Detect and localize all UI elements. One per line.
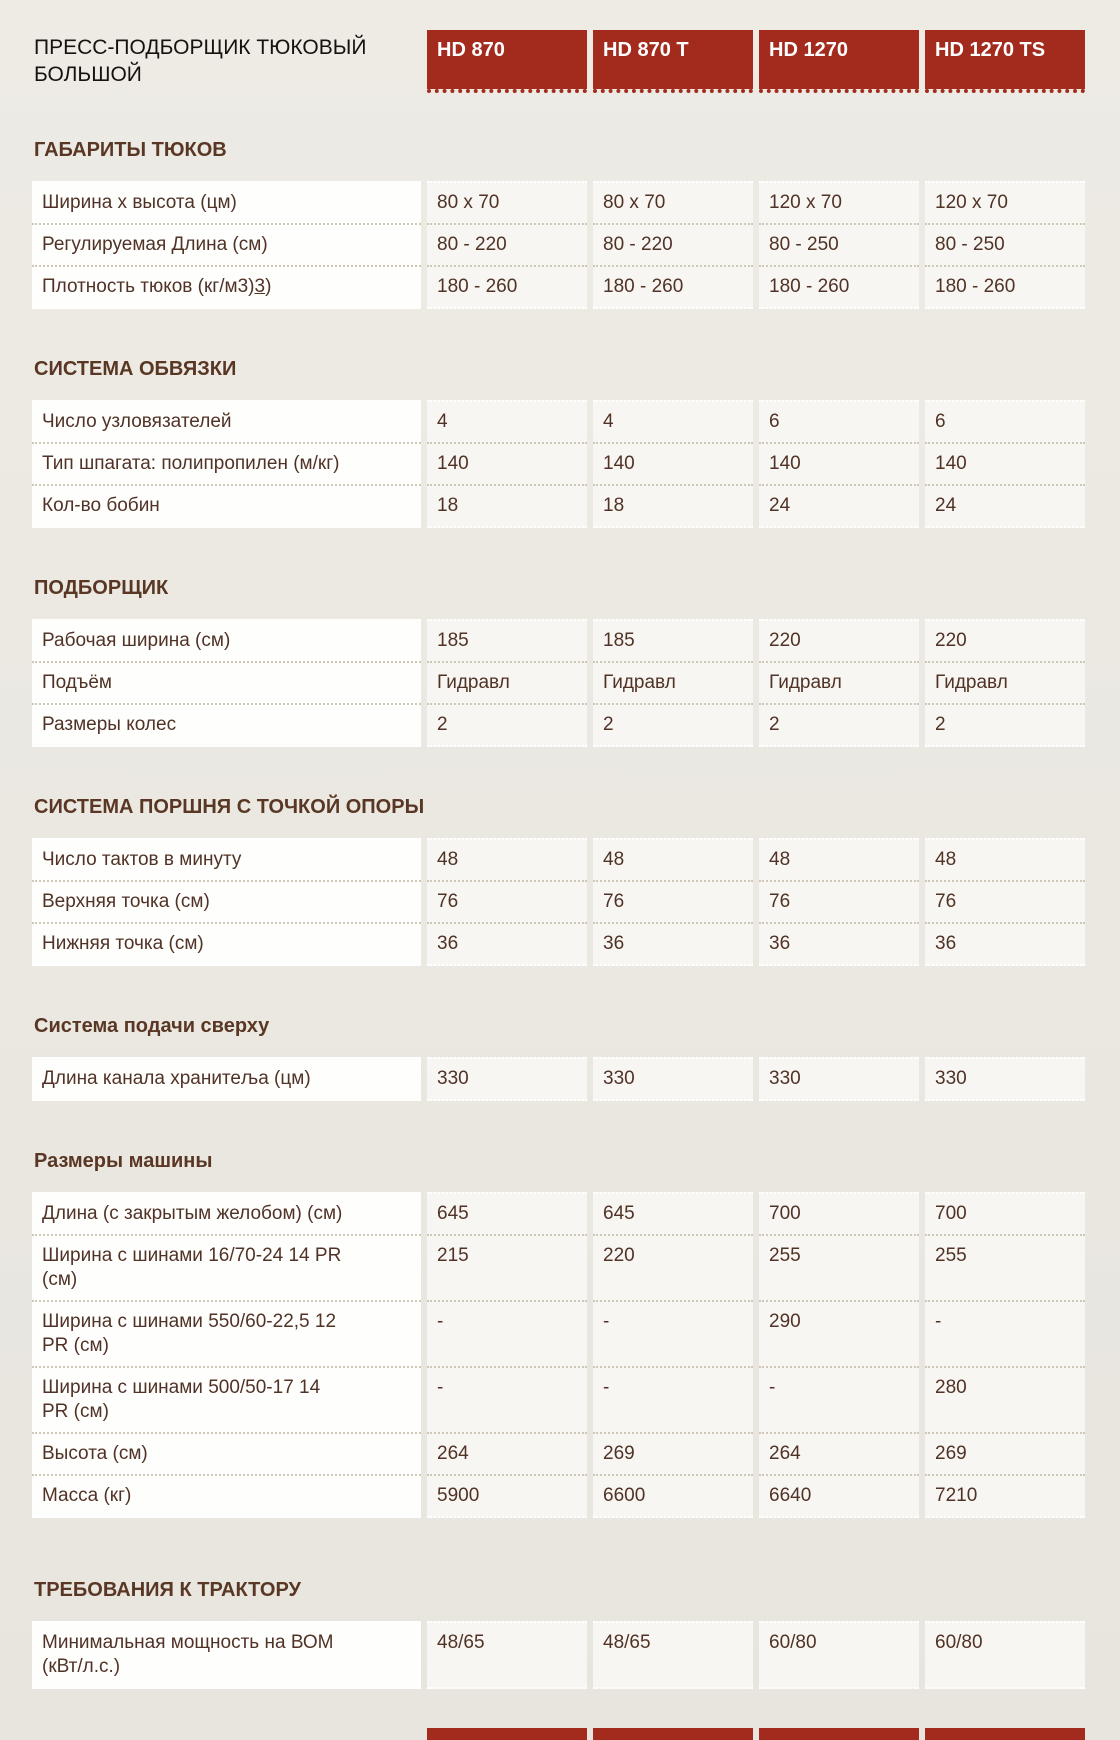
row-label [32, 267, 421, 309]
row-label: Верхняя точка (см) [32, 882, 421, 924]
table-row [32, 1302, 1085, 1368]
section-top-feed [32, 1057, 1085, 1101]
spec-value: 264 [427, 1434, 587, 1476]
next-header-stub-cell [925, 1728, 1085, 1740]
row-label-line2: PR (см) [42, 1335, 109, 1356]
section-title-bale-dimensions: ГАБАРИТЫ ТЮКОВ [34, 139, 227, 161]
row-label: Подъём [32, 663, 421, 705]
row-label: Число тактов в минуту [32, 838, 421, 882]
spec-value: 5900 [427, 1476, 587, 1518]
spec-value: Гидравл [759, 663, 919, 705]
row-label [32, 1236, 421, 1302]
spec-value: 6 [759, 400, 919, 444]
spec-value: 48 [593, 838, 753, 882]
table-row [32, 1057, 1085, 1101]
spec-value: 80 x 70 [593, 181, 753, 225]
spec-value: 330 [427, 1057, 587, 1101]
spec-value: 220 [593, 1236, 753, 1302]
row-label: Ширина x высота (цм) [32, 181, 421, 225]
spec-value: 48 [427, 838, 587, 882]
row-label [32, 1621, 421, 1689]
spec-value: - [925, 1302, 1085, 1368]
spec-value: Гидравл [593, 663, 753, 705]
table-row [32, 619, 1085, 663]
row-label: Длина канала хранитеља (цм) [32, 1057, 421, 1101]
row-label: Размеры колес [32, 705, 421, 747]
spec-value: 269 [593, 1434, 753, 1476]
model-header-hd1270: HD 1270 [759, 30, 919, 93]
spec-value: 255 [925, 1236, 1085, 1302]
spec-value: 264 [759, 1434, 919, 1476]
table-row [32, 1434, 1085, 1476]
table-row [32, 882, 1085, 924]
spec-value: 60/80 [925, 1621, 1085, 1689]
section-title-top-feed: Система подачи сверху [34, 1015, 270, 1037]
spec-value: 48/65 [593, 1621, 753, 1689]
next-header-stub-spacer [32, 1728, 421, 1740]
row-label: Нижняя точка (см) [32, 924, 421, 966]
row-label-line1: Ширина с шинами 500/50-17 14 [42, 1377, 321, 1398]
spec-value: 18 [593, 486, 753, 528]
spec-value: 2 [925, 705, 1085, 747]
spec-value: 2 [759, 705, 919, 747]
spec-value: 76 [925, 882, 1085, 924]
spec-value: 7210 [925, 1476, 1085, 1518]
spec-value: 6640 [759, 1476, 919, 1518]
spec-value: 48 [759, 838, 919, 882]
table-row [32, 663, 1085, 705]
spec-value: 76 [593, 882, 753, 924]
spec-value: 18 [427, 486, 587, 528]
next-header-stub-cell [593, 1728, 753, 1740]
row-label: Длина (с закрытым желобом) (см) [32, 1192, 421, 1236]
row-label: Тип шпагата: полипропилен (м/кг) [32, 444, 421, 486]
spec-value: 120 x 70 [759, 181, 919, 225]
spec-value: 36 [759, 924, 919, 966]
spec-value: 700 [925, 1192, 1085, 1236]
spec-value: 76 [759, 882, 919, 924]
spec-value: 140 [593, 444, 753, 486]
table-row [32, 838, 1085, 882]
spec-value: 120 x 70 [925, 181, 1085, 225]
spec-value: 6 [925, 400, 1085, 444]
spec-value: 330 [925, 1057, 1085, 1101]
spec-value: 220 [759, 619, 919, 663]
spec-value: 80 - 250 [925, 225, 1085, 267]
spec-value: - [427, 1302, 587, 1368]
next-header-stub-cell [759, 1728, 919, 1740]
spec-value: 76 [427, 882, 587, 924]
row-label: Число узловязателей [32, 400, 421, 444]
table-row [32, 400, 1085, 444]
spec-value: 80 - 220 [427, 225, 587, 267]
row-label: Рабочая ширина (см) [32, 619, 421, 663]
section-title-pickup: ПОДБОРЩИК [34, 577, 169, 599]
spec-value: 36 [593, 924, 753, 966]
spec-value: 60/80 [759, 1621, 919, 1689]
model-header-hd870: HD 870 [427, 30, 587, 93]
row-label-line2: PR (см) [42, 1401, 109, 1422]
row-label [32, 1368, 421, 1434]
spec-value: 36 [925, 924, 1085, 966]
table-row [32, 486, 1085, 528]
row-label: Высота (см) [32, 1434, 421, 1476]
spec-value: Гидравл [925, 663, 1085, 705]
model-header-hd870t: HD 870 T [593, 30, 753, 93]
page-title: ПРЕСС-ПОДБОРЩИК ТЮКОВЫЙ БОЛЬШОЙ [34, 36, 367, 86]
spec-value: 330 [593, 1057, 753, 1101]
spec-value: 2 [593, 705, 753, 747]
row-label [32, 1302, 421, 1368]
row-label-line2: (кВт/л.с.) [42, 1656, 121, 1677]
spec-value: 269 [925, 1434, 1085, 1476]
spec-value: 48/65 [427, 1621, 587, 1689]
table-row [32, 1368, 1085, 1434]
spec-value: 80 - 220 [593, 225, 753, 267]
spec-value: 220 [925, 619, 1085, 663]
row-label-line1: Ширина с шинами 16/70-24 14 PR [42, 1245, 342, 1266]
section-plunger-system [32, 838, 1085, 966]
spec-value: 290 [759, 1302, 919, 1368]
row-label-suffix: ) [265, 276, 272, 297]
row-label-line1: Ширина с шинами 550/60-22,5 12 [42, 1311, 337, 1332]
spec-value: 180 - 260 [759, 267, 919, 309]
spec-value: 700 [759, 1192, 919, 1236]
table-row [32, 181, 1085, 225]
footnote-link[interactable]: 3 [254, 276, 266, 297]
model-header-hd1270ts: HD 1270 TS [925, 30, 1085, 93]
table-row [32, 1192, 1085, 1236]
row-label: Регулируемая Длина (см) [32, 225, 421, 267]
section-tying-system [32, 400, 1085, 528]
section-machine-dimensions [32, 1192, 1085, 1518]
next-header-stub-row [32, 1728, 1085, 1740]
spec-value: 6600 [593, 1476, 753, 1518]
spec-value: 185 [427, 619, 587, 663]
spec-value: 4 [593, 400, 753, 444]
section-bale-dimensions [32, 181, 1085, 309]
row-label: Кол-во бобин [32, 486, 421, 528]
spec-value: 48 [925, 838, 1085, 882]
table-row [32, 705, 1085, 747]
spec-value: 140 [427, 444, 587, 486]
row-label-text: Плотность тюков (кг/м3) [42, 276, 255, 297]
next-header-stub-cell [427, 1728, 587, 1740]
spec-value: 180 - 260 [427, 267, 587, 309]
section-title-tying-system: СИСТЕМА ОБВЯЗКИ [34, 358, 237, 380]
section-title-tractor-requirements: ТРЕБОВАНИЯ К ТРАКТОРУ [34, 1579, 301, 1601]
row-label-line1: Минимальная мощность на ВОМ [42, 1632, 334, 1653]
spec-table [32, 30, 1085, 1689]
spec-value: 180 - 260 [593, 267, 753, 309]
spec-value: 180 - 260 [925, 267, 1085, 309]
section-title-plunger-system: СИСТЕМА ПОРШНЯ С ТОЧКОЙ ОПОРЫ [34, 796, 425, 818]
section-title-machine-dimensions: Размеры машины [34, 1150, 213, 1172]
spec-value: 36 [427, 924, 587, 966]
spec-value: 645 [593, 1192, 753, 1236]
spec-value: 80 x 70 [427, 181, 587, 225]
spec-value: 330 [759, 1057, 919, 1101]
spec-value: 215 [427, 1236, 587, 1302]
row-label-line2: (см) [42, 1269, 78, 1290]
table-row [32, 924, 1085, 966]
spec-value: 2 [427, 705, 587, 747]
spec-value: 185 [593, 619, 753, 663]
spec-value: 24 [925, 486, 1085, 528]
table-row [32, 225, 1085, 267]
spec-value: 4 [427, 400, 587, 444]
spec-value: 140 [925, 444, 1085, 486]
table-row [32, 1621, 1085, 1689]
table-row [32, 1236, 1085, 1302]
spec-value: 255 [759, 1236, 919, 1302]
spec-value: 140 [759, 444, 919, 486]
spec-value: 280 [925, 1368, 1085, 1434]
spec-value: 80 - 250 [759, 225, 919, 267]
table-row [32, 444, 1085, 486]
spec-value: 645 [427, 1192, 587, 1236]
spec-value: 24 [759, 486, 919, 528]
section-tractor-requirements [32, 1621, 1085, 1689]
spec-value: - [593, 1302, 753, 1368]
table-row [32, 267, 1085, 309]
row-label: Масса (кг) [32, 1476, 421, 1518]
spec-value: - [759, 1368, 919, 1434]
section-pickup [32, 619, 1085, 747]
spec-value: - [593, 1368, 753, 1434]
spec-value: - [427, 1368, 587, 1434]
model-header-row [32, 30, 1085, 93]
table-row [32, 1476, 1085, 1518]
spec-value: Гидравл [427, 663, 587, 705]
